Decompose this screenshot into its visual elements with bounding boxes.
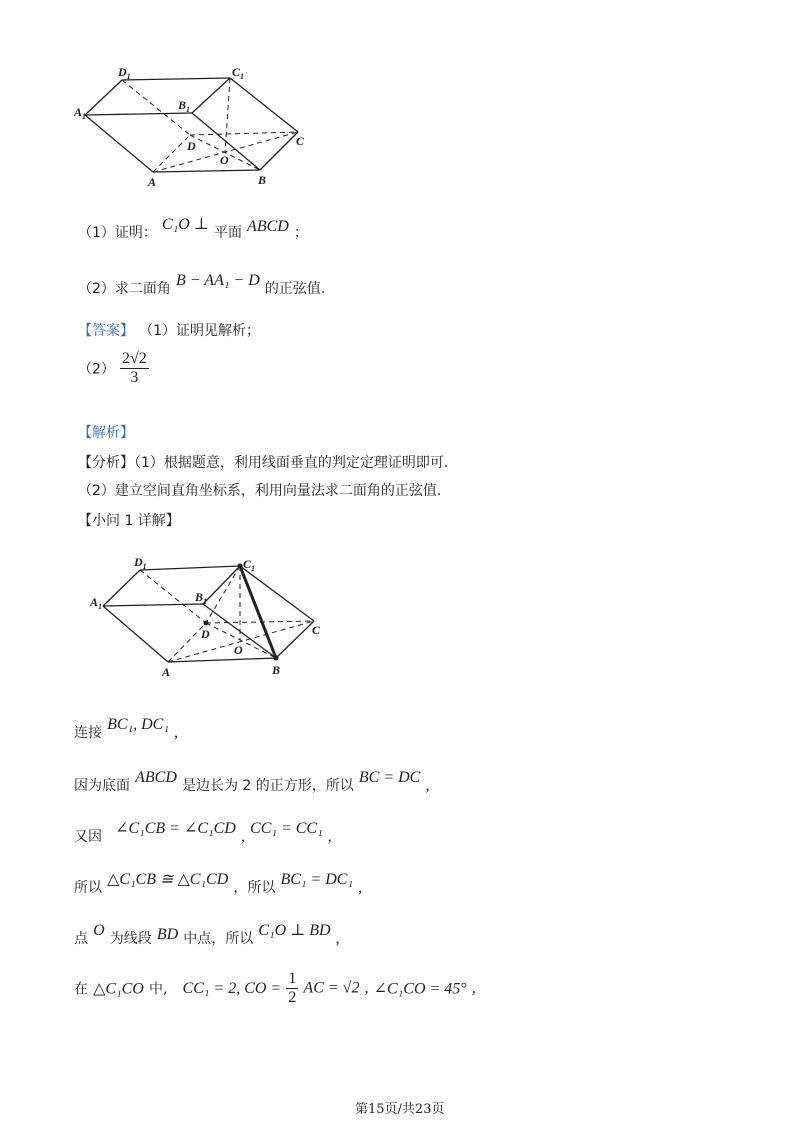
step-5 [74, 922, 340, 948]
fenxi-line1 [78, 452, 448, 472]
fig1-label-B1: $B_1$ [178, 98, 191, 114]
q1-math: C₁O ⊥ [162, 216, 209, 233]
step3-sep: , [240, 828, 245, 845]
analysis-tag: 【解析】 [78, 425, 134, 441]
fig2-label-D: D [201, 627, 210, 641]
step-4 [74, 871, 363, 897]
fig1-label-C: C [296, 134, 305, 148]
q1-suffix: ； [293, 225, 308, 241]
step6-sep: , [364, 979, 369, 997]
step4-suffix: , [358, 879, 363, 896]
fenxi-text1: （1）根据题意，利用线面垂直的判定定理证明即可. [134, 455, 449, 471]
fig2-label-A1: $A_1$ [90, 595, 103, 611]
fig2-label-D1: $D_1$ [134, 555, 147, 571]
step5-math: O [93, 922, 105, 939]
step1-math: BC₁, DC₁ [107, 716, 169, 733]
step1-suffix: , [173, 724, 178, 741]
step5-math2: BD [156, 926, 179, 943]
answer2-denominator: 3 [130, 369, 139, 386]
answer2-prefix: （2） [78, 361, 115, 378]
step6-fraction [286, 970, 298, 1007]
step-3 [74, 820, 332, 846]
fig1-label-A1: $A_1$ [74, 105, 87, 121]
step6-frac-num: 1 [288, 970, 297, 987]
step6-frac-den: 2 [288, 989, 297, 1006]
step2-middle: 是边长为 2 的正方形，所以 [181, 778, 354, 794]
step5-prefix: 点 [74, 931, 88, 947]
answer-tag: 【答案】 [78, 323, 134, 339]
step1-prefix: 连接 [74, 725, 102, 741]
step4-math2: BC₁ = DC₁ [280, 871, 354, 888]
step4-math: △C₁CB ≅ △C₁CD [107, 871, 229, 888]
figure-parallelepiped-1 [70, 60, 320, 190]
step4-middle: ，所以 [233, 880, 276, 896]
step2-math2: BC = DC [358, 769, 421, 786]
fig2-label-B1: $B_1$ [195, 590, 208, 606]
answer2-fraction [120, 350, 149, 387]
step6-prefix: 在 [74, 981, 88, 998]
step4-prefix: 所以 [74, 880, 102, 896]
step6-math2a: CC₁ = 2, CO = [182, 979, 282, 997]
question-1 [78, 216, 308, 242]
step5-suffix: , [335, 930, 340, 947]
question-2 [78, 272, 326, 298]
step6-math: △C₁CO [93, 980, 144, 998]
fig2-label-A: A [162, 665, 171, 679]
fig1-label-D1: $D_1$ [118, 65, 131, 81]
fig2-label-C: C [312, 623, 321, 637]
step2-math: ABCD [135, 769, 177, 786]
step-1 [74, 716, 178, 742]
fig1-label-B: B [258, 173, 267, 187]
fig1-label-D: D [187, 139, 196, 153]
step-6 [74, 970, 476, 1007]
answer2-numerator: 2√2 [122, 350, 147, 367]
page-footer: 第15页/共23页 [355, 1102, 445, 1117]
answer-line [78, 320, 260, 340]
q2-suffix: 的正弦值. [264, 281, 326, 297]
answer-2 [78, 350, 149, 387]
step5-middle: 为线段 [109, 931, 152, 947]
fig1-label-A: A [148, 175, 157, 189]
step3-math2: CC₁ = CC₁ [250, 820, 323, 837]
fenxi-line2: （2）建立空间直角坐标系，利用向量法求二面角的正弦值. [78, 483, 442, 499]
q1-prefix: （1）证明： [78, 225, 157, 241]
step3-math: ∠C₁CB = ∠C₁CD [115, 820, 236, 837]
step2-suffix: , [425, 777, 430, 794]
step5-middle2: 中点，所以 [183, 931, 254, 947]
step6-math3: ∠C₁CO = 45° [373, 980, 467, 998]
fig2-label-O: O [234, 643, 243, 657]
step6-middle: 中, [148, 981, 168, 998]
fig1-label-O: O [220, 153, 229, 167]
fig1-label-C1: $C_1$ [232, 65, 245, 81]
figure-parallelepiped-2 [88, 548, 338, 683]
step5-math3: C₁O ⊥ BD [258, 922, 331, 939]
q1-math2: ABCD [247, 218, 289, 235]
q2-prefix: （2）求二面角 [78, 281, 171, 297]
sub-question-1-tag: 【小问 1 详解】 [78, 513, 180, 529]
step6-math2b: AC = √2 [303, 979, 360, 997]
step3-suffix: , [327, 828, 332, 845]
q2-math: B − AA₁ − D [176, 272, 260, 289]
fig2-label-B: B [272, 663, 281, 677]
answer-text: （1）证明见解析； [139, 323, 261, 339]
step3-prefix: 又因 [74, 829, 102, 845]
step-2 [74, 769, 430, 795]
step6-suffix: , [471, 979, 476, 997]
q1-middle: 平面 [213, 225, 242, 241]
fenxi-tag: 【分析】 [78, 455, 134, 471]
step2-prefix: 因为底面 [74, 778, 130, 794]
fig2-label-C1: $C_1$ [243, 557, 256, 573]
